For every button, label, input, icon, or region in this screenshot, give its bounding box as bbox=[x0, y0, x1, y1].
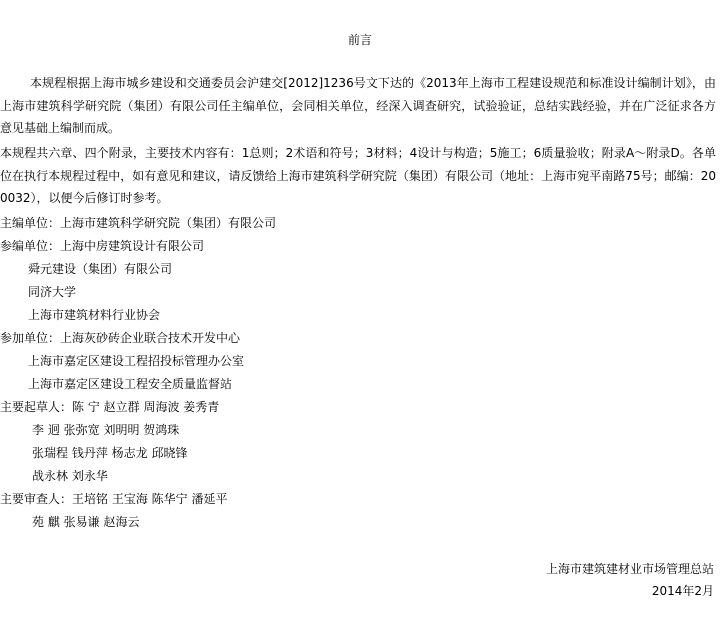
participant-line: 上海市嘉定区建设工程安全质量监督站 bbox=[28, 377, 233, 391]
co-editor-line: 舜元建设（集团）有限公司 bbox=[28, 262, 173, 276]
drafter-line: 主要起草人：陈 宁 赵立群 周海波 姜秀青 bbox=[0, 400, 220, 414]
reviewer-line: 主要审查人：王培铭 王宝海 陈华宁 潘延平 bbox=[0, 492, 228, 506]
drafter-line: 李 迥 张弥宽 刘明明 贺鸿珠 bbox=[32, 423, 180, 437]
intro-paragraph: 本规程根据上海市城乡建设和交通委员会沪建交[2012]1236号文下达的《2013年上海市工程建设规范和标准设计编制计划》，由上海市建筑科学研究院（集团）有限公司任主编单位，会同相关单位，经深入调查研究，试验验证，总结实践经验，并在广泛征求各方意见基础上编制而成。 bbox=[0, 76, 716, 135]
co-editor-line: 参编单位：上海中房建筑设计有限公司 bbox=[0, 239, 205, 253]
participant-line: 参加单位：上海灰砂砖企业联合技术开发中心 bbox=[0, 331, 241, 345]
document-title: 前言 bbox=[347, 33, 372, 47]
reviewer-line: 苑 麒 张易谦 赵海云 bbox=[32, 515, 140, 529]
co-editor-line: 上海市建筑材料行业协会 bbox=[28, 308, 161, 322]
signature-date: 2014年2月 bbox=[651, 584, 714, 598]
co-editor-line: 同济大学 bbox=[28, 285, 77, 299]
drafter-line: 张瑞程 钱丹萍 杨志龙 邱晓锋 bbox=[32, 446, 188, 460]
contents-paragraph: 本规程共六章、四个附录，主要技术内容有：1总则；2术语和符号；3材料；4设计与构造；5施工；6质量验收；附录A～附录D。各单位在执行本规程过程中，如有意见和建议，请反馈给上海市建筑科学研究院（集团）有限公司（地址：上海市宛平南路75号；邮编：200032），以便今后修订时参考。 bbox=[0, 146, 716, 205]
signature-organization: 上海市建筑建材业市场管理总站 bbox=[545, 562, 714, 576]
drafter-line: 战永林 刘永华 bbox=[32, 469, 108, 483]
participant-line: 上海市嘉定区建设工程招投标管理办公室 bbox=[28, 354, 245, 368]
chief-editor-line: 主编单位：上海市建筑科学研究院（集团）有限公司 bbox=[0, 216, 277, 230]
